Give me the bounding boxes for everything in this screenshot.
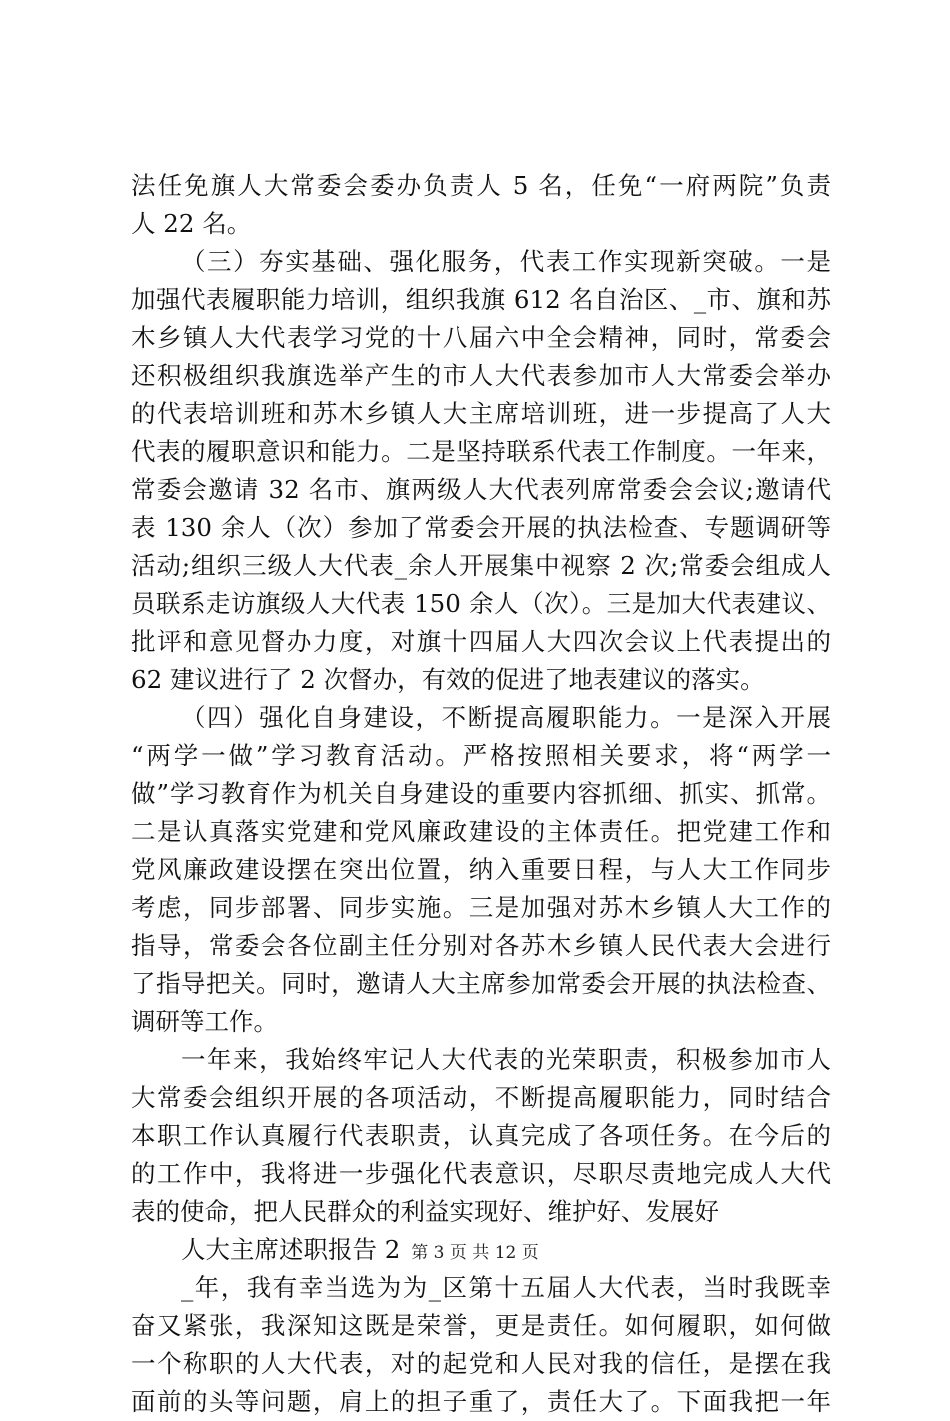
text-line: 奋又紧张，我深知这既是荣誉，更是责任。如何履职，如何做	[131, 1311, 831, 1340]
text-line: 法任免旗人大常委会委办负责人 5 名，任免“一府两院”负责	[131, 171, 831, 200]
text-line: 62 建议进行了 2 次督办，有效的促进了地表建议的落实。	[131, 665, 765, 694]
text-line: 大常委会组织开展的各项活动，不断提高履职能力，同时结合	[131, 1083, 831, 1112]
text-line: 的代表培训班和苏木乡镇人大主席培训班，进一步提高了人大	[131, 399, 831, 428]
page-number: 第 3 页 共 12 页	[411, 1243, 539, 1263]
text-line: 党风廉政建设摆在突出位置，纳入重要日程，与人大工作同步	[131, 855, 831, 884]
text-line: 考虑，同步部署、同步实施。三是加强对苏木乡镇人大工作的	[131, 893, 831, 922]
section-heading: 人大主席述职报告 2	[181, 1235, 401, 1264]
text-line: 木乡镇人大代表学习党的十八届六中全会精神，同时，常委会	[131, 323, 831, 352]
text-line: 常委会邀请 32 名市、旗两级人大代表列席常委会会议;邀请代	[131, 475, 831, 504]
text-line: 代表的履职意识和能力。二是坚持联系代表工作制度。一年来，	[131, 437, 831, 466]
text-line: 活动;组织三级人大代表_余人开展集中视察 2 次;常委会组成人	[131, 551, 831, 580]
text-line: 一个称职的人大代表，对的起党和人民对我的信任，是摆在我	[131, 1349, 831, 1378]
text-line: 表 130 余人（次）参加了常委会开展的执法检查、专题调研等	[131, 513, 831, 542]
text-line: 面前的头等问题，肩上的担子重了，责任大了。下面我把一年	[131, 1387, 831, 1416]
text-line: 二是认真落实党建和党风廉政建设的主体责任。把党建工作和	[131, 817, 831, 846]
text-line: 批评和意见督办力度，对旗十四届人大四次会议上代表提出的	[131, 627, 831, 656]
text-line: 做”学习教育作为机关自身建设的重要内容抓细、抓实、抓常。	[131, 779, 831, 808]
text-line: 调研等工作。	[131, 1007, 278, 1036]
paragraph-start-line: _年，我有幸当选为为_区第十五届人大代表，当时我既幸	[181, 1273, 831, 1302]
text-line: 加强代表履职能力培训，组织我旗 612 名自治区、_市、旗和苏	[131, 285, 831, 314]
paragraph-start-line: （四）强化自身建设，不断提高履职能力。一是深入开展	[181, 703, 831, 732]
paragraph-start-line: 一年来，我始终牢记人大代表的光荣职责，积极参加市人	[181, 1045, 831, 1074]
document-body	[131, 167, 831, 1421]
text-line: 人 22 名。	[131, 209, 252, 238]
text-line: 员联系走访旗级人大代表 150 余人（次）。三是加大代表建议、	[131, 589, 831, 618]
text-line: 指导，常委会各位副主任分别对各苏木乡镇人民代表大会进行	[131, 931, 831, 960]
page-footer	[0, 1241, 950, 1265]
text-line: 表的使命，把人民群众的利益实现好、维护好、发展好	[131, 1197, 719, 1226]
text-line: “两学一做”学习教育活动。严格按照相关要求，将“两学一	[131, 741, 831, 770]
text-line: 还积极组织我旗选举产生的市人大代表参加市人大常委会举办	[131, 361, 831, 390]
text-line: 了指导把关。同时，邀请人大主席参加常委会开展的执法检查、	[131, 969, 831, 998]
paragraph-start-line: （三）夯实基础、强化服务，代表工作实现新突破。一是	[181, 247, 831, 276]
text-line: 的工作中，我将进一步强化代表意识，尽职尽责地完成人大代	[131, 1159, 831, 1188]
text-line: 本职工作认真履行代表职责，认真完成了各项任务。在今后的	[131, 1121, 831, 1150]
